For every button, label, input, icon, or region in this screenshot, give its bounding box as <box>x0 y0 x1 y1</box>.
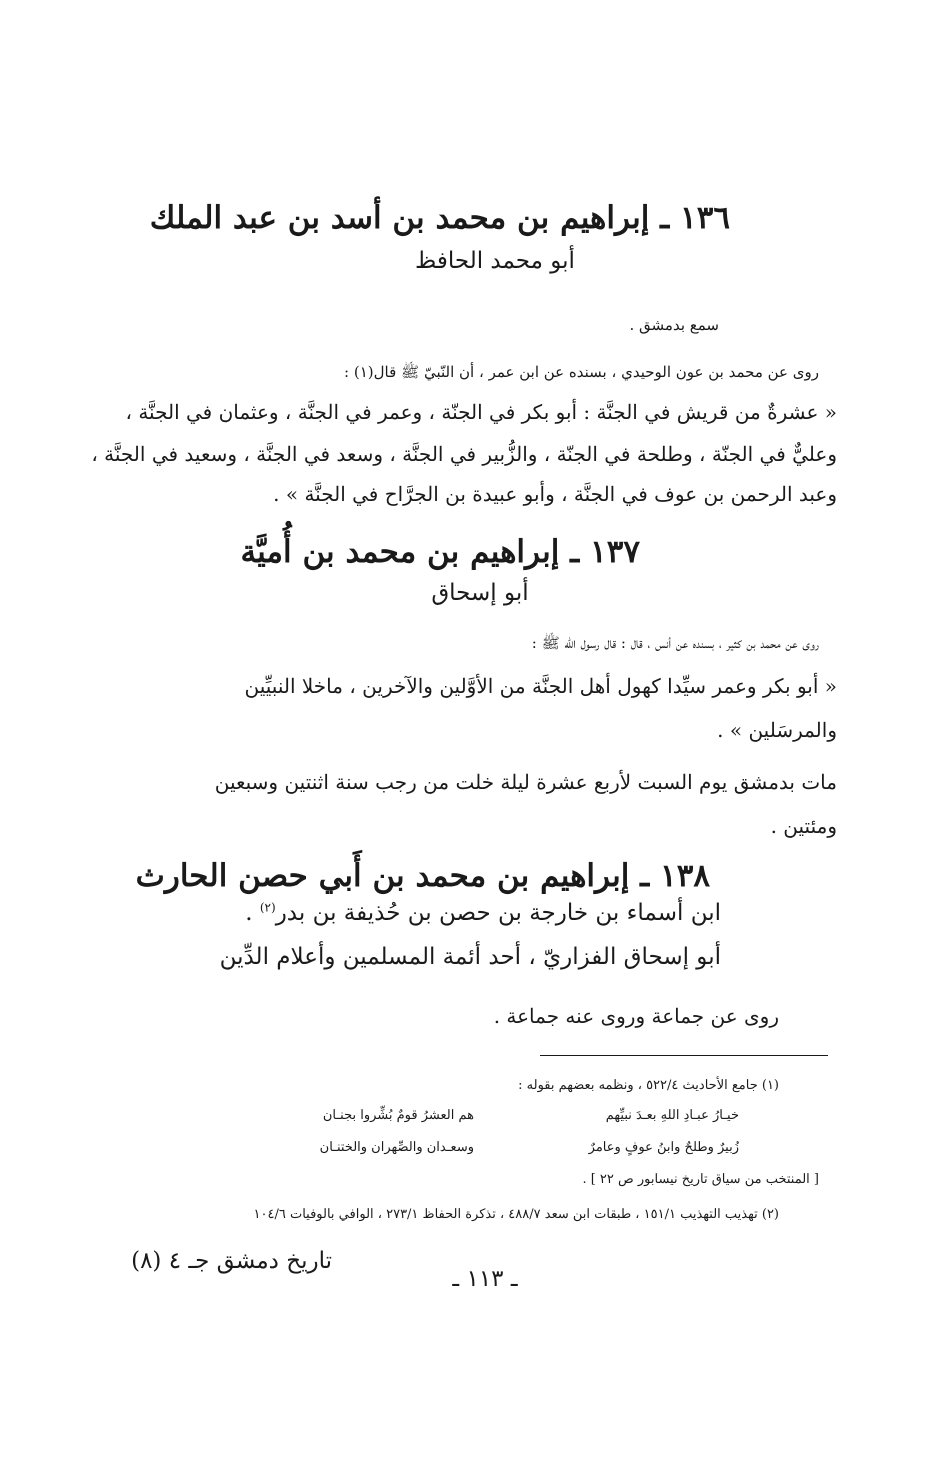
entry-136-line-4: وعليٌّ في الجنّة ، وطلحة في الجنّة ، والزُّبير في الجنَّة ، وسعد في الجنَّة ، وسعيد في الجنَّة ، <box>91 442 837 466</box>
footnote-ref-2: (٢) <box>259 900 276 915</box>
footnote-verse-1-left: هم العشرُ قومٌ بُشِّروا بجنـان <box>322 1108 474 1123</box>
entry-138-title: ١٣٨ ـ إبراهيم بن محمد بن أَبي حصن الحارث <box>135 858 710 894</box>
entry-137-title: ١٣٧ ـ إبراهيم بن محمد بن أُميَّة <box>240 534 640 570</box>
entry-138-nasab-text: ابن أسماء بن خارجة بن حصن بن حُذيفة بن بدر <box>275 900 721 926</box>
entry-138-line-1: روى عن جماعة وروى عنه جماعة . <box>493 1004 779 1028</box>
entry-137-line-5: ومئتين . <box>770 814 837 838</box>
entry-136-title: ١٣٦ ـ إبراهيم بن محمد بن أسد بن عبد الملك <box>149 200 730 236</box>
entry-138-nasab-end: . <box>245 900 260 926</box>
entry-137-line-4: مات بدمشق يوم السبت لأربع عشرة ليلة خلت من رجب سنة اثنتين وسبعين <box>214 770 837 794</box>
entry-138-nasab <box>245 900 721 926</box>
entry-136-line-1: سمع بدمشق . <box>629 316 719 334</box>
page-number: ـ ١١٣ ـ <box>452 1266 518 1292</box>
entry-137-line-1: روى عن محمد بن كثير ، بسنده عن أنس ، قال : قال رسول الله ﷺ : <box>531 634 819 652</box>
entry-136-line-3: « عشرةٌ من قريش في الجنَّة : أبو بكر في الجنّة ، وعمر في الجنَّة ، وعثمان في الجنَّة ، <box>125 400 837 424</box>
entry-137-kunya: أبو إسحاق <box>431 580 529 606</box>
book-signature: تاريخ دمشق جـ ٤ (٨) <box>131 1248 332 1274</box>
footnote-verse-1-right: خيـارُ عبـادِ اللهِ بعـدَ نبيِّهم <box>605 1108 739 1123</box>
entry-136-kunya: أبو محمد الحافظ <box>415 248 575 274</box>
footnote-verse-2-left: وسعـدان والصِّهران والختنـان <box>319 1140 474 1155</box>
footnote-2: (٢) تهذيب التهذيب ١٥١/١ ، طبقات ابن سعد ٤٨٨/٧ ، تذكرة الحفاظ ٢٧٣/١ ، الوافي بالوفيات ١٠٤/٦ <box>253 1207 779 1222</box>
entry-138-kunya: أبو إسحاق الفزاريّ ، أحد أئمة المسلمين وأعلام الدِّين <box>219 944 721 970</box>
entry-136-line-2: روى عن محمد بن عون الوحيدي ، بسنده عن ابن عمر ، أن النّبيّ ﷺ قال(١) : <box>344 363 819 381</box>
entry-136-line-5: وعبد الرحمن بن عوف في الجنَّة ، وأبو عبيدة بن الجرَّاح في الجنَّة » . <box>273 482 837 506</box>
footnote-source: [ المنتخب من سياق تاريخ نيسابور ص ٢٢ ] . <box>582 1172 819 1187</box>
footnote-verse-2-right: زُبيرٌ وطلحٌ وابنُ عوفٍ وعامرٌ <box>588 1140 739 1155</box>
entry-137-line-3: والمرسَلين » . <box>717 718 837 742</box>
footnote-separator <box>540 1055 828 1056</box>
footnote-1: (١) جامع الأحاديث ٥٢٢/٤ ، ونظمه بعضهم بقوله : <box>518 1078 779 1093</box>
entry-137-line-2: « أبو بكر وعمر سيِّدا كهول أهل الجنَّة من الأوَّلين والآخرين ، ماخلا النبيِّين <box>244 674 837 698</box>
